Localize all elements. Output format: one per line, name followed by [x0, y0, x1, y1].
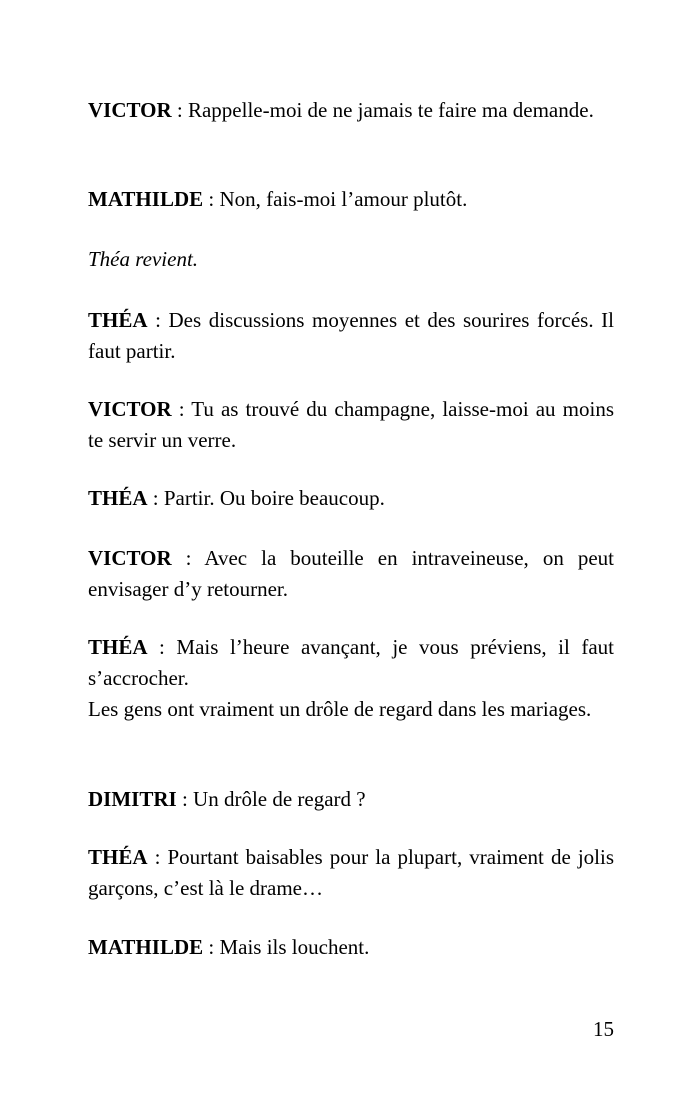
dialogue-text: Mais l’heure avançant, je vous préviens, il faut s’accrocher.: [88, 635, 614, 690]
dialogue-victor-2: [88, 394, 614, 456]
dialogue-text: Partir. Ou boire beaucoup.: [163, 486, 385, 510]
speaker-name: VICTOR: [88, 98, 172, 122]
dialogue-thea-2: [88, 483, 614, 514]
dialogue-mathilde-1: [88, 184, 614, 215]
speaker-name: MATHILDE: [88, 187, 204, 211]
speaker-name: THÉA: [88, 635, 148, 659]
speaker-name: THÉA: [88, 308, 148, 332]
speaker-name: DIMITRI: [88, 787, 177, 811]
speaker-separator: :: [147, 486, 164, 510]
dialogue-text: Des discussions moyennes et des sourires forcés. Il faut partir.: [88, 308, 614, 363]
dialogue-text: Non, fais-moi l’amour plutôt.: [219, 187, 468, 211]
dialogue-victor-1: [88, 95, 614, 126]
dialogue-text: Pourtant baisables pour la plupart, vraiment de jolis garçons, c’est là le drame…: [88, 845, 614, 900]
speaker-separator: :: [147, 308, 169, 332]
speaker-name: THÉA: [88, 845, 148, 869]
dialogue-text: Un drôle de regard ?: [193, 787, 366, 811]
dialogue-victor-3: [88, 543, 614, 605]
dialogue-text: Mais ils louchent.: [219, 935, 370, 959]
speaker-separator: :: [147, 845, 168, 869]
dialogue-mathilde-2: [88, 932, 614, 963]
speaker-separator: :: [171, 546, 205, 570]
dialogue-text: Rappelle-moi de ne jamais te faire ma demande.: [187, 98, 594, 122]
speaker-separator: :: [171, 98, 188, 122]
dialogue-text: Tu as trouvé du champagne, laisse-moi au moins te servir un verre.: [88, 397, 614, 452]
speaker-separator: :: [203, 187, 220, 211]
speaker-name: VICTOR: [88, 397, 172, 421]
speaker-name: THÉA: [88, 486, 148, 510]
speaker-separator: :: [147, 635, 177, 659]
dialogue-thea-4: [88, 842, 614, 904]
speaker-separator: :: [171, 397, 192, 421]
dialogue-thea-3: [88, 632, 614, 694]
dialogue-text: Avec la bouteille en intraveineuse, on peut envisager d’y retourner.: [88, 546, 614, 601]
dialogue-dimitri-1: [88, 784, 614, 815]
dialogue-thea-1: [88, 305, 614, 367]
page-number: 15: [593, 1017, 614, 1041]
stage-direction: Théa revient.: [88, 247, 199, 271]
speaker-name: MATHILDE: [88, 935, 204, 959]
dialogue-thea-3-continued: Les gens ont vraiment un drôle de regard dans les mariages.: [88, 697, 592, 721]
speaker-separator: :: [176, 787, 194, 811]
speaker-name: VICTOR: [88, 546, 172, 570]
speaker-separator: :: [203, 935, 220, 959]
